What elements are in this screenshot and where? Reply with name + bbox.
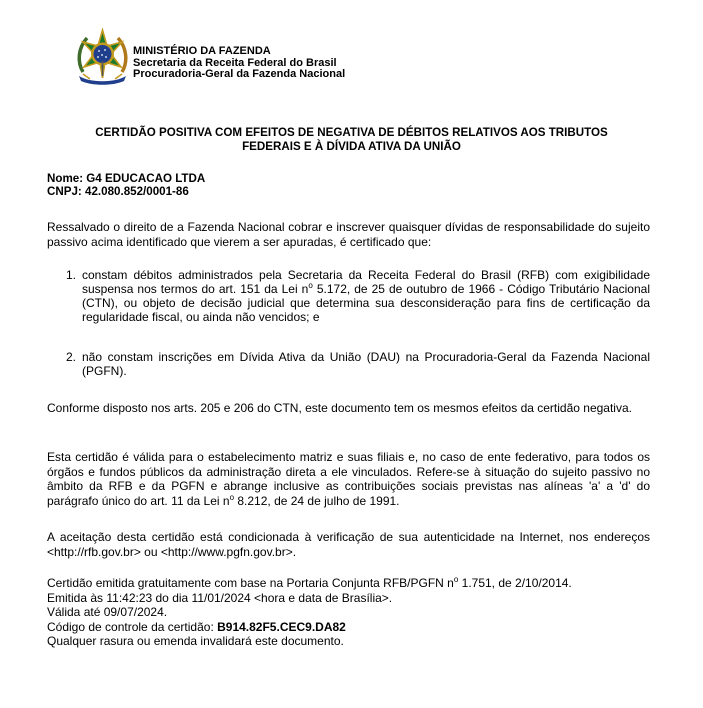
ordinal-superscript: o <box>229 492 235 502</box>
issuance-details <box>47 576 667 649</box>
list-item-number: 1. <box>66 268 77 282</box>
subject-name: Nome: G4 EDUCACAO LTDA <box>47 172 206 185</box>
document-header <box>75 28 675 88</box>
list-item-text-part2: 5.172, de 25 de outubro de 1966 - Código Tributário Nacional (CTN), ou objeto de decisão judicial que determina sua desconsideração para fins de certificação da regularidade fiscal, ou ainda não vencidos; e <box>82 282 650 324</box>
validity-text-part1: Esta certidão é válida para o estabelecimento matriz e suas filiais e, no caso de ente federativo, para todos os órgãos e fundos públicos da administração direta a ele vinculados. Refere-se à situação do sujeito passivo no âmbito da RFB e da PGFN e abrange inclusive as contribuições sociais previstas nas alíneas 'a' a 'd' do parágrafo único do art. 11 da Lei n <box>47 450 650 508</box>
validity-text-part2: 8.212, de 24 de julho de 1991. <box>234 493 400 508</box>
ctn-effects-paragraph: Conforme disposto nos arts. 205 e 206 do CTN, este documento tem os mesmos efeitos da certidão negativa. <box>47 401 632 415</box>
list-item-number: 2. <box>66 350 77 364</box>
list-item <box>66 268 650 324</box>
subject-identification <box>47 173 205 198</box>
emission-datetime: Emitida às 11:42:23 do dia 11/01/2024 <hora e data de Brasília>. <box>47 590 393 605</box>
list-item <box>66 350 650 378</box>
emission-basis-part1: Certidão emitida gratuitamente com base na Portaria Conjunta RFB/PGFN n <box>47 576 454 590</box>
list-item-text: não constam inscrições em Dívida Ativa da União (DAU) na Procuradoria-Geral da Fazenda Nacional (PGFN). <box>82 350 650 378</box>
authenticity-paragraph: A aceitação desta certidão está condicionada à verificação de sua autenticidade na Internet, nos endereços <http://rfb.gov.br> ou <http://www.pgfn.gov.br>. <box>47 530 650 559</box>
issuing-authority <box>133 46 345 81</box>
brazil-coat-of-arms-icon <box>75 28 130 86</box>
title-line-2: FEDERAIS E À DÍVIDA ATIVA DA UNIÃO <box>242 140 461 153</box>
certification-list <box>66 268 650 378</box>
procuradoria-name: Procuradoria-Geral da Fazenda Nacional <box>133 68 346 80</box>
intro-paragraph: Ressalvado o direito de a Fazenda Nacional cobrar e inscrever quaisquer dívidas de responsabilidade do sujeito passivo acima identificado que vierem a ser apuradas, é certificado que: <box>47 220 650 249</box>
list-item-text-part1: constam débitos administrados pela Secretaria da Receita Federal do Brasil (RFB) com exigibilidade suspensa nos termos do art. 151 da Lei n <box>82 268 650 296</box>
valid-until: Válida até 09/07/2024. <box>47 605 168 619</box>
ministry-name: MINISTÉRIO DA FAZENDA <box>133 45 271 57</box>
ordinal-superscript: o <box>453 575 459 584</box>
validity-paragraph <box>47 450 650 508</box>
emission-basis <box>47 576 667 591</box>
secretaria-name: Secretaria da Receita Federal do Brasil <box>133 56 337 69</box>
title-line-1: CERTIDÃO POSITIVA COM EFEITOS DE NEGATIVA DE DÉBITOS RELATIVOS AOS TRIBUTOS <box>95 126 608 139</box>
invalidation-notice: Qualquer rasura ou emenda invalidará este documento. <box>47 634 344 648</box>
emission-basis-part2: 1.751, de 2/10/2014. <box>458 576 572 590</box>
control-code-label: Código de controle da certidão: <box>47 619 218 634</box>
ordinal-superscript: o <box>308 281 313 290</box>
subject-cnpj: CNPJ: 42.080.852/0001-86 <box>47 184 189 198</box>
control-code-value: B914.82F5.CEC9.DA82 <box>217 619 346 634</box>
certificate-title <box>40 126 663 154</box>
control-code-line <box>47 620 667 635</box>
